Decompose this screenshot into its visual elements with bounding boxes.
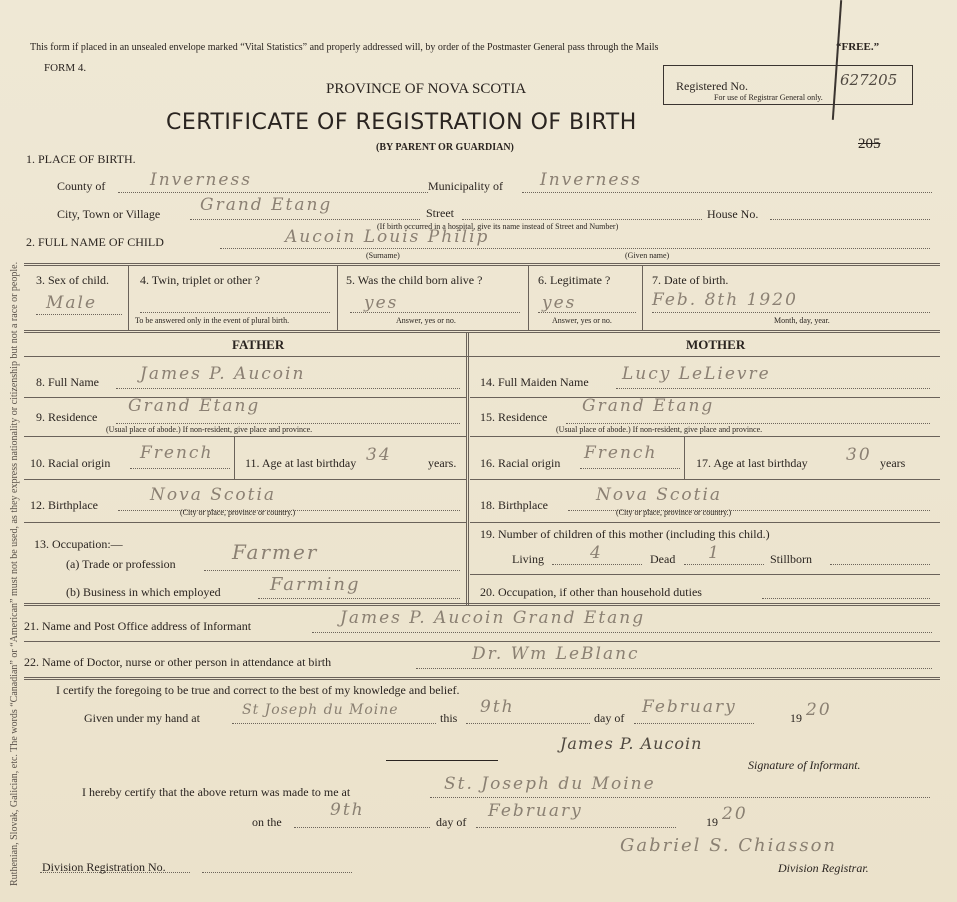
father-residence-label: 9. Residence bbox=[36, 410, 98, 424]
legit-note: Answer, yes or no. bbox=[552, 316, 612, 325]
mother-name-line bbox=[616, 388, 930, 389]
legit-label: 6. Legitimate ? bbox=[538, 273, 611, 287]
this-value: 9th bbox=[480, 697, 515, 717]
day-of-label: day of bbox=[594, 711, 625, 725]
father-trade-value: Farmer bbox=[232, 540, 319, 564]
mother-age-label: 17. Age at last birthday bbox=[696, 456, 808, 470]
mother-birthplace-note: (City or place, province or country.) bbox=[616, 508, 732, 517]
free-label: “FREE.” bbox=[836, 41, 880, 53]
divider-m3 bbox=[470, 479, 940, 480]
dob-label: 7. Date of birth. bbox=[652, 273, 729, 287]
mother-age-value: 30 bbox=[846, 445, 872, 465]
house-line bbox=[770, 219, 930, 220]
divider-parents bbox=[24, 330, 940, 333]
father-business-label: (b) Business in which employed bbox=[66, 585, 221, 599]
divider-m4 bbox=[470, 522, 940, 523]
mother-living-value: 4 bbox=[590, 543, 603, 563]
father-trade-label: (a) Trade or profession bbox=[66, 557, 176, 571]
child-name-value: Aucoin Louis Philip bbox=[285, 227, 490, 247]
mother-race-label: 16. Racial origin bbox=[480, 456, 561, 470]
divider-doctor bbox=[24, 641, 940, 642]
doctor-value: Dr. Wm LeBlanc bbox=[472, 644, 640, 664]
dob-line bbox=[652, 312, 930, 313]
city-line bbox=[190, 219, 420, 220]
father-birthplace-note: (City or place, province or country.) bbox=[180, 508, 296, 517]
year-prefix-2: 19 bbox=[706, 815, 718, 829]
county-line bbox=[118, 192, 428, 193]
father-name-value: James P. Aucoin bbox=[140, 364, 306, 384]
registrar-note: For use of Registrar General only. bbox=[714, 93, 823, 102]
divider-v2 bbox=[337, 266, 338, 330]
municipality-line bbox=[522, 192, 932, 193]
twin-note: To be answered only in the event of plural birth. bbox=[135, 316, 290, 325]
father-race-label: 10. Racial origin bbox=[30, 456, 111, 470]
day-of-label-2: day of bbox=[436, 815, 467, 829]
divider-f2 bbox=[24, 436, 466, 437]
form-number: FORM 4. bbox=[44, 62, 87, 74]
father-trade-line bbox=[204, 570, 460, 571]
mother-heading: MOTHER bbox=[686, 337, 746, 352]
father-residence-line bbox=[116, 423, 460, 424]
sex-value: Male bbox=[46, 293, 98, 313]
registered-number: 627205 bbox=[840, 71, 898, 89]
given-name-note: (Given name) bbox=[625, 251, 670, 260]
month-line-2 bbox=[476, 827, 676, 828]
father-race-value: French bbox=[140, 443, 214, 463]
doctor-line bbox=[416, 668, 932, 669]
informant-label: 21. Name and Post Office address of Informant bbox=[24, 619, 252, 633]
mother-living-label: Living bbox=[512, 552, 544, 566]
month-line bbox=[634, 723, 754, 724]
divider-m2 bbox=[470, 436, 940, 437]
father-birthplace-label: 12. Birthplace bbox=[30, 498, 98, 512]
father-residence-value: Grand Etang bbox=[128, 396, 261, 416]
mother-race-value: French bbox=[584, 443, 658, 463]
divider-v4 bbox=[642, 266, 643, 330]
on-the-value: 9th bbox=[330, 800, 365, 820]
mother-occupation-line bbox=[762, 598, 930, 599]
county-value: Inverness bbox=[150, 170, 252, 190]
child-name-label: 2. FULL NAME OF CHILD bbox=[26, 235, 164, 249]
city-label: City, Town or Village bbox=[57, 207, 161, 221]
month-value-2: February bbox=[488, 801, 583, 821]
stamp-number: 205 bbox=[858, 136, 881, 152]
alive-note: Answer, yes or no. bbox=[396, 316, 456, 325]
municipality-label: Municipality of bbox=[428, 179, 503, 193]
street-label: Street bbox=[426, 206, 454, 220]
mother-residence-value: Grand Etang bbox=[582, 396, 715, 416]
mother-birthplace-label: 18. Birthplace bbox=[480, 498, 548, 512]
divider-m-race bbox=[684, 437, 685, 479]
mother-birthplace-value: Nova Scotia bbox=[596, 485, 723, 505]
parents-divider bbox=[466, 333, 469, 605]
division-reg-line bbox=[202, 872, 352, 873]
divider-f-race bbox=[234, 437, 235, 479]
page-subtitle: (BY PARENT OR GUARDIAN) bbox=[376, 142, 514, 153]
twin-line bbox=[140, 312, 330, 313]
divider-top bbox=[24, 263, 940, 266]
twin-label: 4. Twin, triplet or other ? bbox=[140, 273, 260, 287]
place-section-label: 1. PLACE OF BIRTH. bbox=[26, 152, 136, 166]
father-age-label: 11. Age at last birthday bbox=[245, 456, 357, 470]
sex-line bbox=[36, 314, 122, 315]
alive-value: yes bbox=[364, 293, 399, 313]
divider-f3 bbox=[24, 479, 466, 480]
mother-residence-note: (Usual place of abode.) If non-resident, give place and province. bbox=[556, 425, 763, 434]
division-registrar-label: Division Registrar. bbox=[778, 861, 869, 875]
mother-occupation-label: 20. Occupation, if other than household duties bbox=[480, 585, 702, 599]
alive-label: 5. Was the child born alive ? bbox=[346, 273, 483, 287]
mother-name-label: 14. Full Maiden Name bbox=[480, 375, 589, 389]
margin-note: Ruthenian, Slovak, Galician, etc. The words “Canadian” or “American” must not be used, as they express nationality or citizenship but not a race or people. bbox=[9, 261, 20, 886]
sex-label: 3. Sex of child. bbox=[36, 273, 109, 287]
page-title: CERTIFICATE OF REGISTRATION OF BIRTH bbox=[166, 110, 637, 135]
mother-race-line bbox=[580, 468, 680, 469]
divider-informant bbox=[24, 603, 940, 606]
dob-value: Feb. 8th 1920 bbox=[652, 290, 798, 310]
informant-signature-label: Signature of Informant. bbox=[748, 758, 861, 772]
return-label: I hereby certify that the above return was made to me at bbox=[82, 785, 351, 799]
child-name-line bbox=[220, 248, 930, 249]
divider-heading bbox=[24, 356, 940, 357]
mother-dead-label: Dead bbox=[650, 552, 676, 566]
on-the-line bbox=[294, 827, 430, 828]
divider-f4 bbox=[24, 522, 466, 523]
signature-rule bbox=[386, 760, 498, 761]
alive-line bbox=[350, 312, 520, 313]
informant-value: James P. Aucoin Grand Etang bbox=[340, 608, 646, 628]
year-value-2: 20 bbox=[722, 804, 748, 824]
municipality-value: Inverness bbox=[540, 170, 642, 190]
mother-dead-value: 1 bbox=[708, 543, 721, 563]
this-label: this bbox=[440, 711, 458, 725]
divider-m5 bbox=[470, 574, 940, 575]
mother-stillborn-line bbox=[830, 564, 930, 565]
division-reg-label: Division Registration No. bbox=[42, 860, 166, 874]
on-the-label: on the bbox=[252, 815, 282, 829]
registrar-signature: Gabriel S. Chiasson bbox=[620, 835, 838, 856]
father-business-value: Farming bbox=[270, 574, 361, 595]
certify-text: I certify the foregoing to be true and correct to the best of my knowledge and belief. bbox=[56, 683, 460, 697]
dob-note: Month, day, year. bbox=[774, 316, 830, 325]
father-years: years. bbox=[428, 456, 457, 470]
mother-years: years bbox=[880, 456, 906, 470]
this-line bbox=[466, 723, 590, 724]
county-label: County of bbox=[57, 179, 106, 193]
father-age-value: 34 bbox=[366, 445, 392, 465]
divider-v3 bbox=[528, 266, 529, 330]
return-place-line bbox=[430, 797, 930, 798]
year-prefix: 19 bbox=[790, 711, 802, 725]
informant-line bbox=[312, 632, 932, 633]
divider-v1 bbox=[128, 266, 129, 330]
father-business-line bbox=[258, 598, 460, 599]
street-line bbox=[462, 219, 702, 220]
mother-residence-line bbox=[566, 423, 930, 424]
mother-children-label: 19. Number of children of this mother (including this child.) bbox=[480, 527, 770, 541]
father-name-line bbox=[116, 388, 460, 389]
return-place-value: St. Joseph du Moine bbox=[444, 774, 656, 794]
father-residence-note: (Usual place of abode.) If non-resident, give place and province. bbox=[106, 425, 313, 434]
legit-value: yes bbox=[542, 293, 577, 313]
registered-label: Registered No. bbox=[676, 79, 748, 93]
divider-certify bbox=[24, 677, 940, 680]
given-label: Given under my hand at bbox=[84, 711, 200, 725]
surname-note: (Surname) bbox=[366, 251, 400, 260]
father-name-label: 8. Full Name bbox=[36, 375, 99, 389]
month-value: February bbox=[642, 697, 737, 717]
father-heading: FATHER bbox=[232, 337, 285, 352]
mother-living-line bbox=[552, 564, 642, 565]
mother-name-value: Lucy LeLievre bbox=[622, 364, 771, 384]
mother-dead-line bbox=[684, 564, 764, 565]
province-title: PROVINCE OF NOVA SCOTIA bbox=[326, 81, 527, 97]
legit-line bbox=[538, 312, 636, 313]
father-race-line bbox=[130, 468, 230, 469]
informant-signature: James P. Aucoin bbox=[560, 734, 703, 753]
father-occupation-label: 13. Occupation:— bbox=[34, 537, 123, 551]
given-place-line bbox=[232, 723, 436, 724]
mother-stillborn-label: Stillborn bbox=[770, 552, 813, 566]
house-label: House No. bbox=[707, 207, 759, 221]
year-value: 20 bbox=[806, 700, 832, 720]
mail-notice: This form if placed in an unsealed envelope marked “Vital Statistics” and properly addressed will, by order of the Postmaster General pass through the Mails bbox=[30, 42, 659, 53]
street-note: (If birth occurred in a hospital, give its name instead of Street and Number) bbox=[377, 222, 619, 231]
doctor-label: 22. Name of Doctor, nurse or other person in attendance at birth bbox=[24, 655, 332, 669]
father-birthplace-value: Nova Scotia bbox=[150, 485, 277, 505]
given-place-value: St Joseph du Moine bbox=[242, 702, 399, 718]
mother-residence-label: 15. Residence bbox=[480, 410, 548, 424]
city-value: Grand Etang bbox=[200, 195, 333, 215]
